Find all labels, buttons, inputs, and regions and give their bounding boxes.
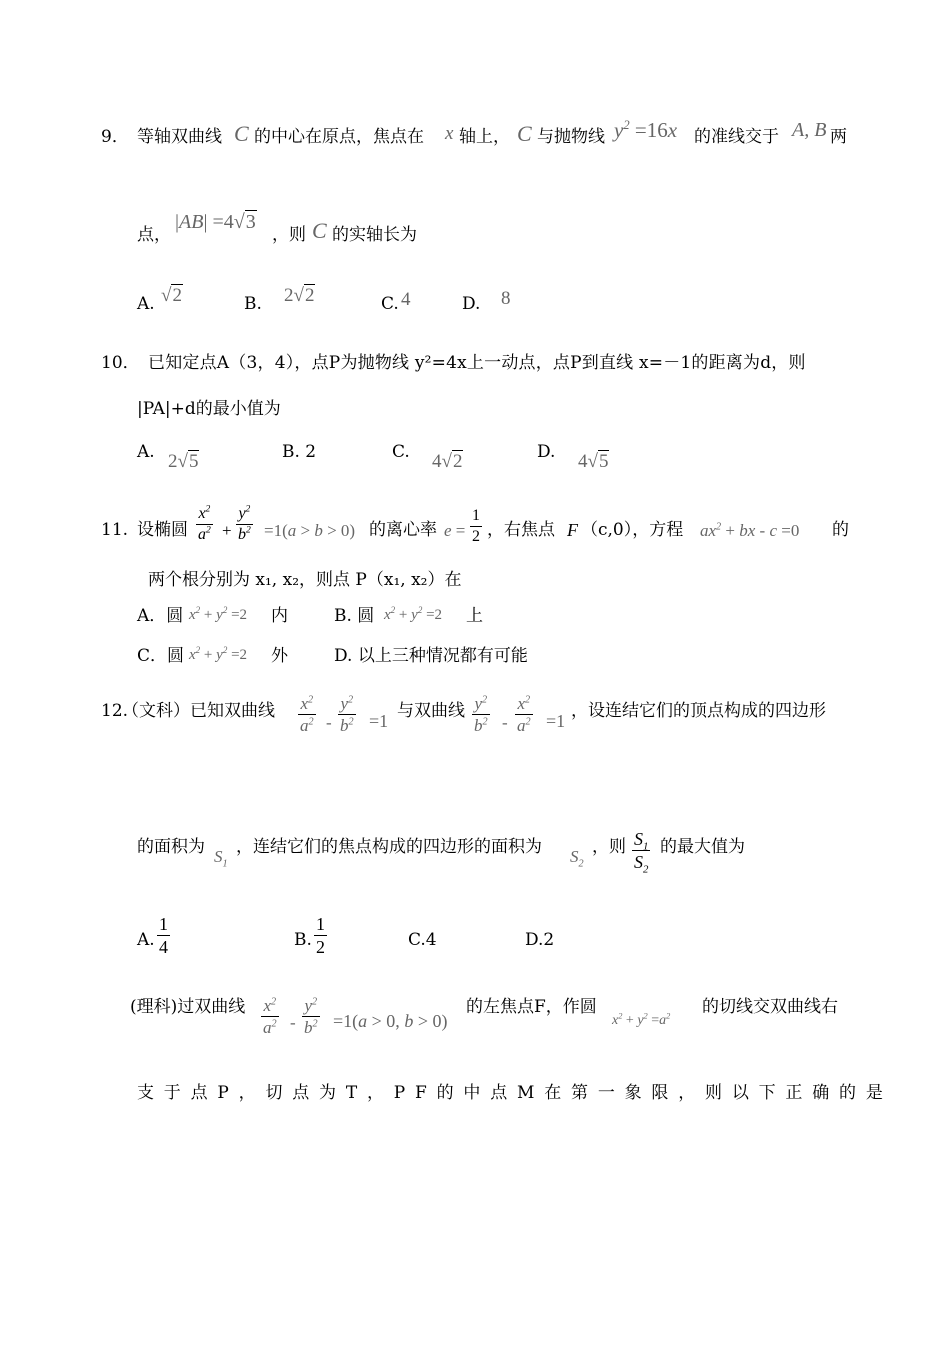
q12-hyp2-frac-y: $y^2$ $b^2$ xyxy=(474,694,488,735)
q11-equation: $ax^2$ + bx - c =0 xyxy=(700,521,800,540)
q12-minus: - xyxy=(326,713,332,732)
q11-option-b-end: 上 xyxy=(466,606,483,626)
q11-text: 两个根分别为 x₁, x₂，则点 P（x₁, x₂）在 xyxy=(148,570,462,590)
q9-option-c: 4 xyxy=(401,289,411,310)
q10-option-a-label: A. xyxy=(137,442,155,462)
q11-plus: + xyxy=(222,521,232,540)
q12-option-b-label: B. xyxy=(294,930,312,950)
q9-option-d: 8 xyxy=(501,288,511,309)
q11-option-a-circle: $x^2 + y^2 =2$ xyxy=(189,605,248,623)
q9-symbol-c: C xyxy=(234,121,249,146)
q9-text: 的中心在原点，焦点在 xyxy=(254,127,424,147)
q9-option-a: √2 xyxy=(161,285,182,306)
q9-symbol-x: x xyxy=(445,123,454,144)
q12-text: 的最大值为 xyxy=(660,837,745,857)
q12-text: 与双曲线 xyxy=(397,701,465,721)
q12-science-text: 的切线交双曲线右 xyxy=(702,997,838,1017)
q12-science-text: 的左焦点F，作圆 xyxy=(466,997,597,1017)
q11-text: ，右焦点 xyxy=(487,520,555,540)
q12-text: ，则 xyxy=(592,837,626,857)
q9-number: 9． xyxy=(101,127,129,147)
q9-abs-ab: |AB| =4√3 xyxy=(175,211,256,233)
q12-option-d: D.2 xyxy=(525,930,555,950)
q12-sci-condition: =1(a > 0, b > 0) xyxy=(333,1011,448,1031)
q10-option-c: 4√2 xyxy=(432,451,463,472)
q12-sci-circle: $x^2 + y^2 =a^2$ xyxy=(612,1011,671,1028)
q10-text: |PA|+d的最小值为 xyxy=(137,399,281,419)
q12-text: ，设连结它们的顶点构成的四边形 xyxy=(571,701,826,721)
q11-focus-f: F xyxy=(567,520,578,540)
q9-text: 的实轴长为 xyxy=(332,225,417,245)
q12-text: 的面积为 xyxy=(137,837,205,857)
q9-text: 等轴双曲线 xyxy=(137,127,222,147)
q10-option-c-label: C. xyxy=(392,442,410,462)
q12-ratio: $S_1$ $S_2$ xyxy=(634,829,649,876)
q10-option-a: 2√5 xyxy=(168,451,199,472)
q12-hyp1-frac-x: $x^2$ $a^2$ xyxy=(300,694,314,735)
q11-ellipse-frac-x: $x^2$ $a^2$ xyxy=(198,503,211,543)
q11-option-c-circle: $x^2 + y^2 =2$ xyxy=(189,645,248,663)
q9-text: 的准线交于 xyxy=(694,127,779,147)
q11-text: （c,0），方程 xyxy=(581,520,684,540)
q11-option-b-label: B. 圆 xyxy=(334,606,375,626)
q12-minus: - xyxy=(502,713,508,732)
q9-text: ，则 xyxy=(272,225,306,245)
q11-text: 的 xyxy=(832,520,849,540)
q9-parabola-equation: $y^2 =16x$ xyxy=(614,118,678,142)
q12-option-a-label: A. xyxy=(137,930,155,950)
q9-text: 两 xyxy=(830,127,847,147)
q11-option-b-circle: $x^2 + y^2 =2$ xyxy=(384,605,443,623)
q9-option-d-label: D. xyxy=(462,294,481,314)
q11-option-c-label: C．圆 xyxy=(137,646,185,666)
q11-text: 设椭圆 xyxy=(137,520,188,540)
q10-option-d-label: D. xyxy=(537,442,556,462)
q10-option-d: 4√5 xyxy=(578,451,609,472)
q9-option-b-label: B. xyxy=(244,294,262,314)
q11-option-a-end: 内 xyxy=(271,606,288,626)
q12-sci-frac-x: $x^2$ $a^2$ xyxy=(263,996,277,1037)
q12-text: ，连结它们的焦点构成的四边形的面积为 xyxy=(236,837,542,857)
q12-hyp1-frac-y: $y^2$ $b^2$ xyxy=(340,694,354,735)
q12-option-b: 1 2 xyxy=(316,914,325,957)
q11-ellipse-frac-y: $y^2$ $b^2$ xyxy=(238,503,251,543)
q11-option-d: D. 以上三种情况都有可能 xyxy=(334,646,528,666)
q9-text: 轴上， xyxy=(459,127,510,147)
q9-text: 与抛物线 xyxy=(537,127,605,147)
q12-sci-frac-y: $y^2$ $b^2$ xyxy=(304,996,318,1037)
q10-number: 10． xyxy=(101,353,140,373)
q11-number: 11. xyxy=(101,520,129,540)
q10-option-b: B. 2 xyxy=(282,442,317,462)
q11-ellipse-condition: =1(a > b > 0) xyxy=(264,521,356,540)
q12-text: （文科）已知双曲线 xyxy=(122,701,275,721)
q10-text: 已知定点A（3，4），点P为抛物线 y²=4x上一动点，点P到直线 x=－1的距离为d，则 xyxy=(148,353,806,373)
q12-option-a: 1 4 xyxy=(159,914,168,957)
q11-text: 的离心率 xyxy=(369,520,437,540)
q12-option-c: C.4 xyxy=(408,930,437,950)
q11-option-a-label: A．圆 xyxy=(137,606,184,626)
q12-minus: - xyxy=(290,1013,296,1032)
q9-symbol-c: C xyxy=(517,121,532,146)
q9-text: 点， xyxy=(137,225,171,245)
q12-science-text: 支于点P，切点为T，PF的中点M在第一象限，则以下正确的是 xyxy=(137,1083,893,1103)
q9-option-c-label: C. xyxy=(381,294,399,314)
q9-option-b: 2√2 xyxy=(284,285,315,306)
q11-eccentricity: e = xyxy=(444,521,466,540)
q12-s1: $S_1$ xyxy=(214,847,228,870)
q9-symbol-c: C xyxy=(312,218,327,243)
q12-s2: $S_2$ xyxy=(570,847,584,870)
q12-science-text: (理科)过双曲线 xyxy=(130,997,246,1017)
q11-eccentricity-frac: 1 2 xyxy=(472,507,480,545)
q12-number: 12. xyxy=(101,701,129,721)
q12-hyp2-frac-x: $x^2$ $a^2$ xyxy=(517,694,531,735)
q11-option-c-end: 外 xyxy=(271,646,288,666)
q9-option-a-label: A. xyxy=(137,294,155,314)
q12-hyp1-eq: =1 xyxy=(369,711,389,731)
q9-points-ab: A, B xyxy=(792,119,827,141)
q12-hyp2-eq: =1 xyxy=(546,711,566,731)
